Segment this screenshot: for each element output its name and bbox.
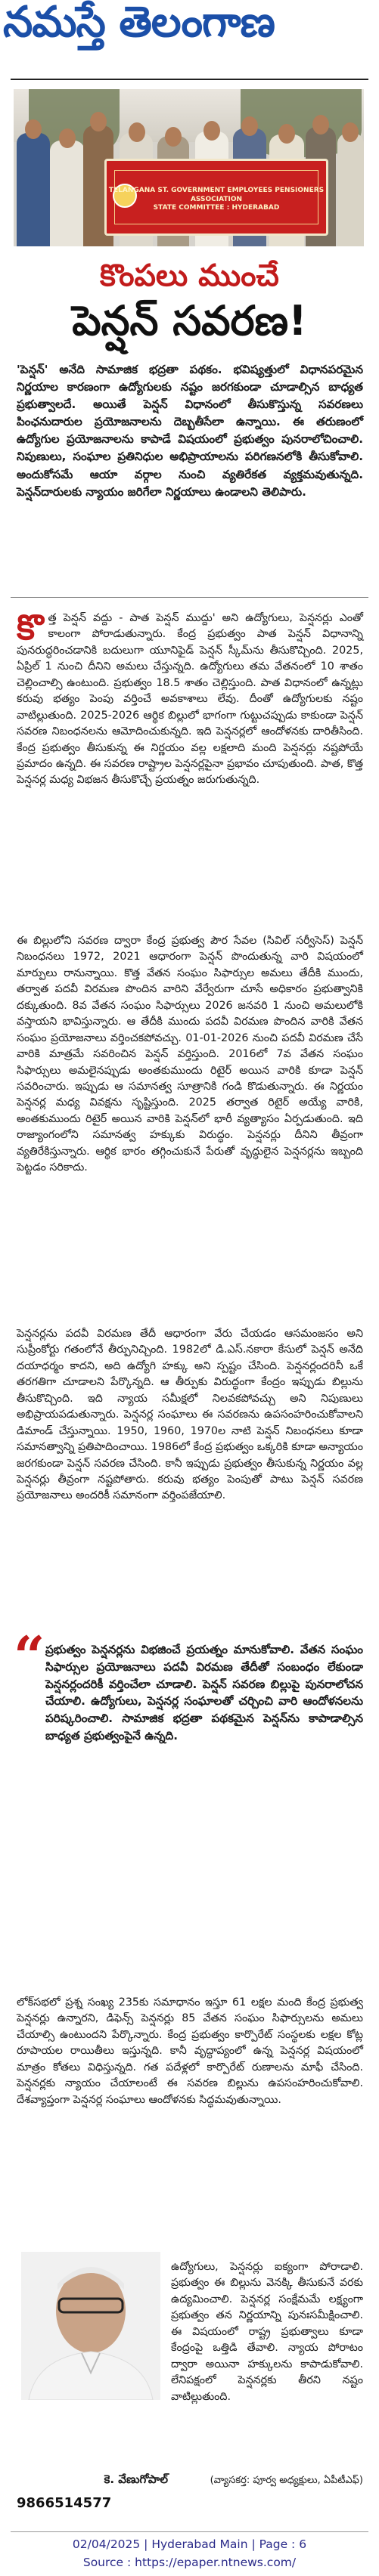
article-section-1	[17, 607, 363, 789]
banner-line2: STATE COMMITTEE : HYDERABAD	[153, 204, 280, 212]
footer-source: Source : https://epaper.ntnews.com/	[82, 2556, 297, 2569]
footer-date-page: 02/04/2025 | Hyderabad Main | Page : 6	[72, 2537, 307, 2551]
author-portrait	[21, 2252, 160, 2400]
masthead-rule	[11, 79, 368, 80]
protester-head	[312, 115, 329, 135]
article-section-3: పెన్షనర్లను పదవీ విరమణ తేదీ ఆధారంగా వేరు చేయడం ఆసమంజసం అని సుప్రీంకోర్టు గతంలోనే తీర్పునిచ్చింది. 1982లో డి.ఎస్.నకారా కేసులో పెన్షన్ అనేది దయాధర్మం కాదని, అది ఉద్యోగి హక్కు అని స్పష్టం చేసింది. పెన్షనర్లందరినీ ఒకే తరగతిగా చూడాలని పేర్కొన్నది. ఆ తీర్పుకు విరుద్ధంగా కేంద్రం ఇప్పుడు బిల్లును తీసుకొచ్చింది. ఇది న్యాయ సమీక్షలో నిలవకపోవచ్చు అని నిపుణులు అభిప్రాయపడుతున్నారు. పెన్షనర్ల సంఘాలు ఈ సవరణను ఉపసంహరించుకోవాలని డిమాండ్ చేస్తున్నాయి. 1950, 1960, 1970ల నాటి పెన్షన్ నిబంధనలు కూడా సమానత్వాన్ని ప్రతిపాదించాయి. 1986లో కేంద్ర ప్రభుత్వం ఒక్కరికి కూడా అన్యాయం జరగకుండా పెన్షన్ సవరణ చేసింది. కానీ ఇప్పుడు ప్రభుత్వం తీసుకున్న నిర్ణయం వల్ల పెన్షనర్లు తీవ్రంగా నష్టపోతారు. కరువు భత్యం పెంపుతో పాటు పెన్షన్ సవరణ ప్రయోజనాలు అందరికీ సమానంగా వర్తింపజేయాలి.	[17, 1328, 363, 1502]
banner-text	[107, 187, 326, 213]
masthead	[0, 0, 379, 76]
banner-line1: TELANGANA ST. GOVERNMENT EMPLOYEES PENSIONERS ASSOCIATION	[108, 187, 325, 203]
news-photo	[14, 89, 364, 246]
article-intro: 'పెన్షన్' అనేది సామాజిక భద్రతా పథకం. భవిష్యత్తులో విధానపరమైన నిర్ణయాల కారణంగా ఉద్యోగులకు నష్టం జరగకుండా చూడాల్సిన బాధ్యత ప్రభుత్వాలదే. అయితే పెన్షన్ విధానంలో తీసుకొస్తున్న సవరణలు పింఛనుదారుల ప్రయోజనాలను దెబ్బతీసేలా ఉన్నాయి. ఈ తరుణంలో ఉద్యోగుల ప్రయోజనాలను కాపాడే విషయంలో ప్రభుత్వం పునరాలోచించాలి. నిపుణులు, సంఘాల ప్రతినిధుల అభిప్రాయాలను పరిగణనలోకి తీసుకోవాలి. అందుకోసమే ఆయా వర్గాల నుంచి వ్యతిరేకత వ్యక్తమవుతున్నది. పెన్షన్‌దారులకు న్యాయం జరిగేలా నిర్ణయాలు ఉండాలని తెలిపారు.	[17, 363, 363, 499]
protester-head	[59, 128, 76, 148]
headline-kicker: కొంపలు ముంచే	[100, 258, 279, 293]
quote-mark-icon: “	[14, 1624, 45, 1688]
protester-head	[241, 116, 258, 136]
footer-rule	[11, 2531, 368, 2532]
protester-head	[342, 122, 359, 142]
protest-banner	[104, 159, 328, 236]
author-role: (వ్యాసకర్త: పూర్వ అధ్యక్షులు, ఏపీటీఎఫ్)	[210, 2475, 363, 2486]
protester	[337, 133, 364, 246]
protester-head	[278, 124, 295, 144]
pull-quote-text: ప్రభుత్వం పెన్షనర్లను విభజించే ప్రయత్నం మానుకోవాలి. వేతన సంఘం సిఫార్సుల ప్రయోజనాలు పదవీ విరమణ తేదీతో సంబంధం లేకుండా పెన్షనర్లందరికీ వర్తించేలా చూడాలి. పెన్షన్ సవరణ బిల్లుపై పునరాలోచన చేయాలి. ఉద్యోగులు, పెన్షనర్ల సంఘాలతో చర్చించి వారి ఆందోళనలను పరిష్కరించాలి. సామాజిక భద్రతా పథకమైన పెన్షన్‌ను కాపాడాల్సిన బాధ్యత ప్రభుత్వంపైనే ఉన్నది.	[45, 1643, 363, 1743]
headline: పెన్షన్ సవరణ!	[72, 297, 307, 345]
article-section-5: ఉద్యోగులు, పెన్షనర్లు ఐక్యంగా పోరాడాలి. ప్రభుత్వం ఈ బిల్లును వెనక్కి తీసుకునే వరకు ఉద్యమించాలి. పెన్షనర్ల సంక్షేమమే లక్ష్యంగా ప్రభుత్వం తన నిర్ణయాన్ని పునఃసమీక్షించాలి. ఈ విషయంలో రాష్ట్ర ప్రభుత్వాలు కూడా కేంద్రంపై ఒత్తిడి తేవాలి. న్యాయ పోరాటం ద్వారా అయినా హక్కులను కాపాడుకోవాలి. లేనిపక్షంలో పెన్షనర్లకు తీరని నష్టం వాటిల్లుతుంది.	[171, 2261, 363, 2403]
drop-cap: కొ	[17, 607, 44, 648]
section-rule	[11, 597, 368, 598]
article-section-4: లోక్‌సభలో ప్రశ్న సంఖ్య 235కు సమాధానం ఇస్తూ 61 లక్షల మంది కేంద్ర ప్రభుత్వ పెన్షనర్లు ఉన్నారని, డిఫెన్స్ పెన్షనర్లు 85 వేతన సంఘం సిఫార్సులను అమలు చేయాల్సి ఉంటుందని పేర్కొన్నారు. కేంద్ర ప్రభుత్వం కార్పొరేట్ సంస్థలకు లక్షల కోట్ల రూపాయల రాయితీలు ఇస్తున్నది. కానీ వృద్ధాప్యంలో ఉన్న పెన్షనర్ల విషయంలో మాత్రం కోతలు విధిస్తున్నది. గత పదేళ్లలో కార్పొరేట్ రుణాలను మాఫీ చేసింది. పెన్షనర్లకు న్యాయం చేయాలంటే ఈ సవరణ బిల్లును ఉపసంహరించుకోవాలి. దేశవ్యాప్తంగా పెన్షనర్ల సంఘాలు ఆందోళనకు సిద్ధమవుతున్నాయి.	[17, 1996, 363, 2106]
protester-head	[90, 112, 107, 131]
protester-head	[129, 122, 145, 142]
section-1-text: త్త పెన్షన్ వద్దు - పాత పెన్షన్ ముద్దు' అని ఉద్యోగులు, పెన్షనర్లు ఎంతో కాలంగా పోరాడుతున్నారు. కేంద్ర ప్రభుత్వం పాత పెన్షన్ విధానాన్ని పునరుద్ధరించడానికి బదులుగా యూనిఫైడ్ పెన్షన్ స్కీమ్‌ను తీసుకొచ్చింది. 2025, ఏప్రిల్ 1 నుంచి దీనిని అమలు చేస్తున్నది. ఉద్యోగులు తమ వేతనంలో 10 శాతం చెల్లించాల్సి ఉంటుంది. ప్రభుత్వం 18.5 శాతం చెల్లిస్తుంది. పాత విధానంలో ఉన్నట్లు కరువు భత్యం పెంపు వర్తించే అవకాశాలు లేవు. దీంతో ఉద్యోగులకు నష్టం వాటిల్లుతుంది. 2025-2026 ఆర్థిక బిల్లులో భాగంగా గుట్టుచప్పుడు కాకుండా పెన్షన్ సవరణ నిబంధనలను ఆమోదించుకున్నది. ఇది పెన్షనర్లలో ఆందోళనకు దారితీసింది. కేంద్ర ప్రభుత్వం తీసుకున్న ఈ నిర్ణయం వల్ల లక్షలాది మంది పెన్షనర్లు నష్టపోయే ప్రమాదం ఉన్నది. ఈ సవరణ రాష్ట్రాల పెన్షనర్లపైనా ప్రభావం చూపుతుంది. పాత, కొత్త పెన్షనర్ల మధ్య విభజన తీసుకొచ్చే ప్రయత్నం జరుగుతున్నది.	[17, 612, 363, 787]
protester	[17, 133, 50, 246]
protester	[50, 141, 85, 246]
author-photo	[21, 2252, 160, 2400]
protester-head	[165, 127, 182, 147]
article-section-2: ఈ బిల్లులోని సవరణ ద్వారా కేంద్ర ప్రభుత్వ పౌర సేవల (సివిల్ సర్వీసెస్) పెన్షన్ నిబంధనలు 1972, 2021 ఆధారంగా పెన్షన్ పొందుతున్న వారి విషయంలో మార్పులు రానున్నాయి. కొత్త వేతన సంఘం సిఫార్సుల అమలు తేదీకి ముందు, తర్వాత పదవీ విరమణ పొందిన వారిని వేర్వేరుగా చూసే అధికారం ప్రభుత్వానికి దక్కుతుంది. 8వ వేతన సంఘం సిఫార్సులు 2026 జనవరి 1 నుంచి అమలులోకి వస్తాయని భావిస్తున్నారు. ఆ తేదీకి ముందు పదవీ విరమణ పొందిన వారికి వేతన సంఘం ప్రయోజనాలు వర్తించకపోవచ్చు. 01-01-2026 నుంచి పదవీ విరమణ చేసే వారికి మాత్రమే సవరించిన పెన్షన్ వర్తిస్తుంది. 2016లో 7వ వేతన సంఘం సిఫార్సులు అమలైనప్పుడు అంతకుముందు రిటైర్ అయిన వారికి కూడా పెన్షన్ సవరించారు. ఇప్పుడు ఆ సమానత్వ సూత్రానికి గండి కొడుతున్నారు. ఈ నిర్ణయం పెన్షనర్ల మధ్య వివక్షను సృష్టిస్తుంది. 2025 తర్వాత రిటైర్ అయ్యే వారికి, అంతకుముందు రిటైర్ అయిన వారికి పెన్షన్‌లో భారీ వ్యత్యాసం ఏర్పడుతుంది. ఇది రాజ్యాంగంలోని సమానత్వ హక్కుకు విరుద్ధం. పెన్షనర్లు దీనిని తీవ్రంగా వ్యతిరేకిస్తున్నారు. ఆర్థిక భారం తగ్గించుకునే పేరుతో వృద్ధులైన పెన్షనర్లను ఇబ్బంది పెట్టడం సరికాదు.	[17, 935, 363, 1174]
newspaper-title: నమస్తే తెలంగాణ	[3, 0, 275, 47]
author-phone: 9866514577	[17, 2495, 112, 2511]
pull-quote	[14, 1624, 363, 1798]
protester-head	[203, 121, 220, 141]
author-name: కె. వేణుగోపాల్	[104, 2472, 168, 2486]
protester-head	[25, 119, 42, 139]
